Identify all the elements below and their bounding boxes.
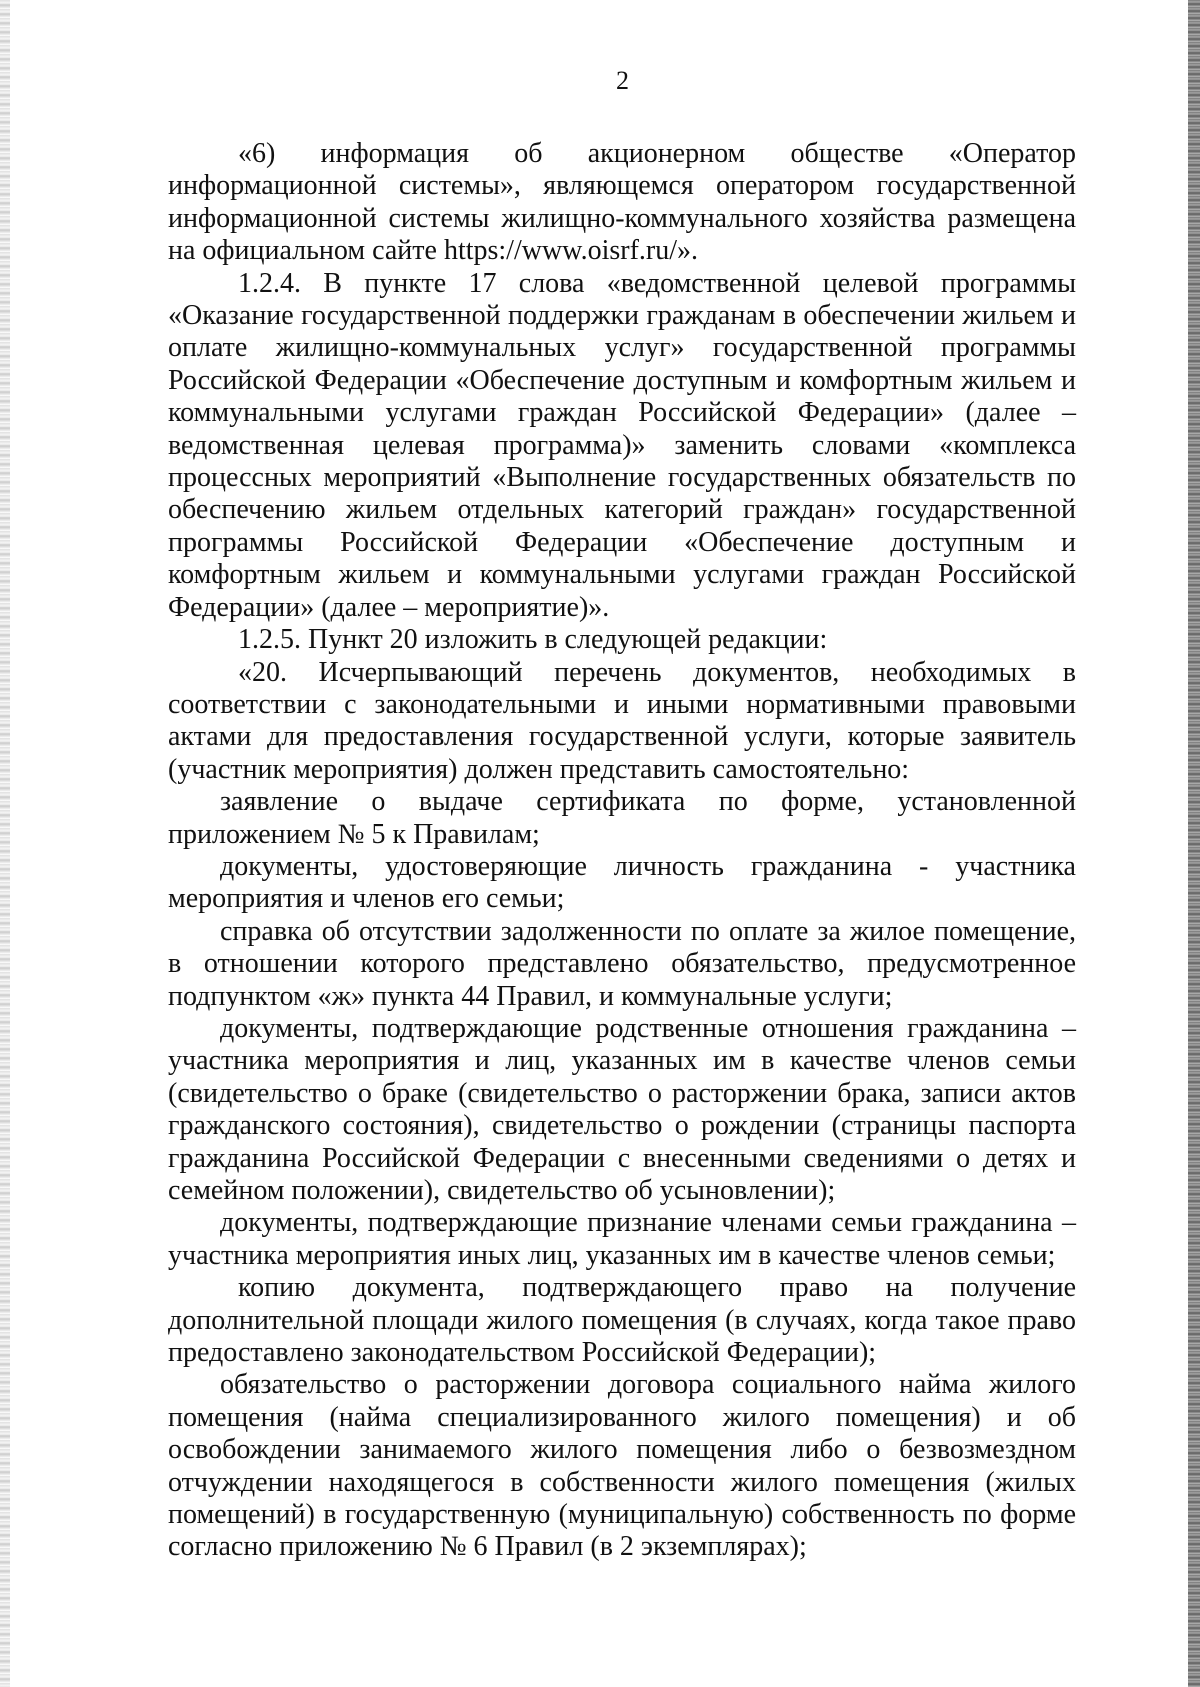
paragraph-item-20: «20. Исчерпывающий перечень документов, необходимых в соответствии с законодательными и иными нормативными правовыми актами для предоставления государственной услуги, которые заявитель (участник мероприятия) должен представить самостоятельно:: [168, 656, 1076, 785]
paragraph-kinship-documents: документы, подтверждающие родственные отношения гражданина – участника мероприятия и лиц, указанных им в качестве членов семьи (свидетельство о браке (свидетельство о расторжении брака, записи актов гражданского состояния), свидетельство о рождении (страницы паспорта гражданина Российской Федерации с внесенными сведениями о детях и семейном положении), свидетельство об усыновлении);: [168, 1012, 1076, 1206]
paragraph-additional-area: копию документа, подтверждающего право на получение дополнительной площади жилого помещения (в случаях, когда такое право предоставлено законодательством Российской Федерации);: [168, 1272, 1076, 1369]
page-number: 2: [616, 66, 629, 95]
document-body: [168, 138, 1076, 1564]
paragraph-obligation: обязательство о расторжении договора социального найма жилого помещения (найма специализированного жилого помещения) и об освобождении занимаемого жилого помещения либо о безвозмездном отчуждении находящегося в собственности жилого помещения (жилых помещений) в государственную (муниципальную) собственность по форме согласно приложению № 6 Правил (в 2 экземплярах);: [168, 1369, 1076, 1563]
paragraph-1-2-4: 1.2.4. В пункте 17 слова «ведомственной целевой программы «Оказание государственной поддержки гражданам в обеспечении жильем и оплате жилищно-коммунальных услуг» государственной программы Российской Федерации «Обеспечение доступным и комфортным жильем и коммунальными услугами граждан Российской Федерации» (далее – ведомственная целевая программа)» заменить словами «комплекса процессных мероприятий «Выполнение государственных обязательств по обеспечению жильем отдельных категорий граждан» государственной программы Российской Федерации «Обеспечение доступным и комфортным жильем и коммунальными услугами граждан Российской Федерации» (далее – мероприятие)».: [168, 267, 1076, 623]
scan-edge-left: [0, 0, 10, 1687]
paragraph-identity-documents: документы, удостоверяющие личность гражданина - участника мероприятия и членов его семьи;: [168, 850, 1076, 915]
paragraph-item-6: «6) информация об акционерном обществе «Оператор информационной системы», являющемся оператором государственной информационной системы жилищно-коммунального хозяйства размещена на официальном сайте https://www.oisrf.ru/».: [168, 138, 1076, 267]
scan-edge-right: [1188, 0, 1200, 1687]
paragraph-1-2-5: 1.2.5. Пункт 20 изложить в следующей редакции:: [238, 624, 828, 656]
paragraph-debt-certificate: справка об отсутствии задолженности по оплате за жилое помещение, в отношении которого представлено обязательство, предусмотренное подпунктом «ж» пункта 44 Правил, и коммунальные услуги;: [168, 915, 1076, 1012]
paragraph-family-recognition: документы, подтверждающие признание членами семьи гражданина – участника мероприятия иных лиц, указанных им в качестве членов семьи;: [168, 1207, 1076, 1271]
paragraph-application: заявление о выдаче сертификата по форме, установленной приложением № 5 к Правилам;: [168, 786, 1076, 850]
